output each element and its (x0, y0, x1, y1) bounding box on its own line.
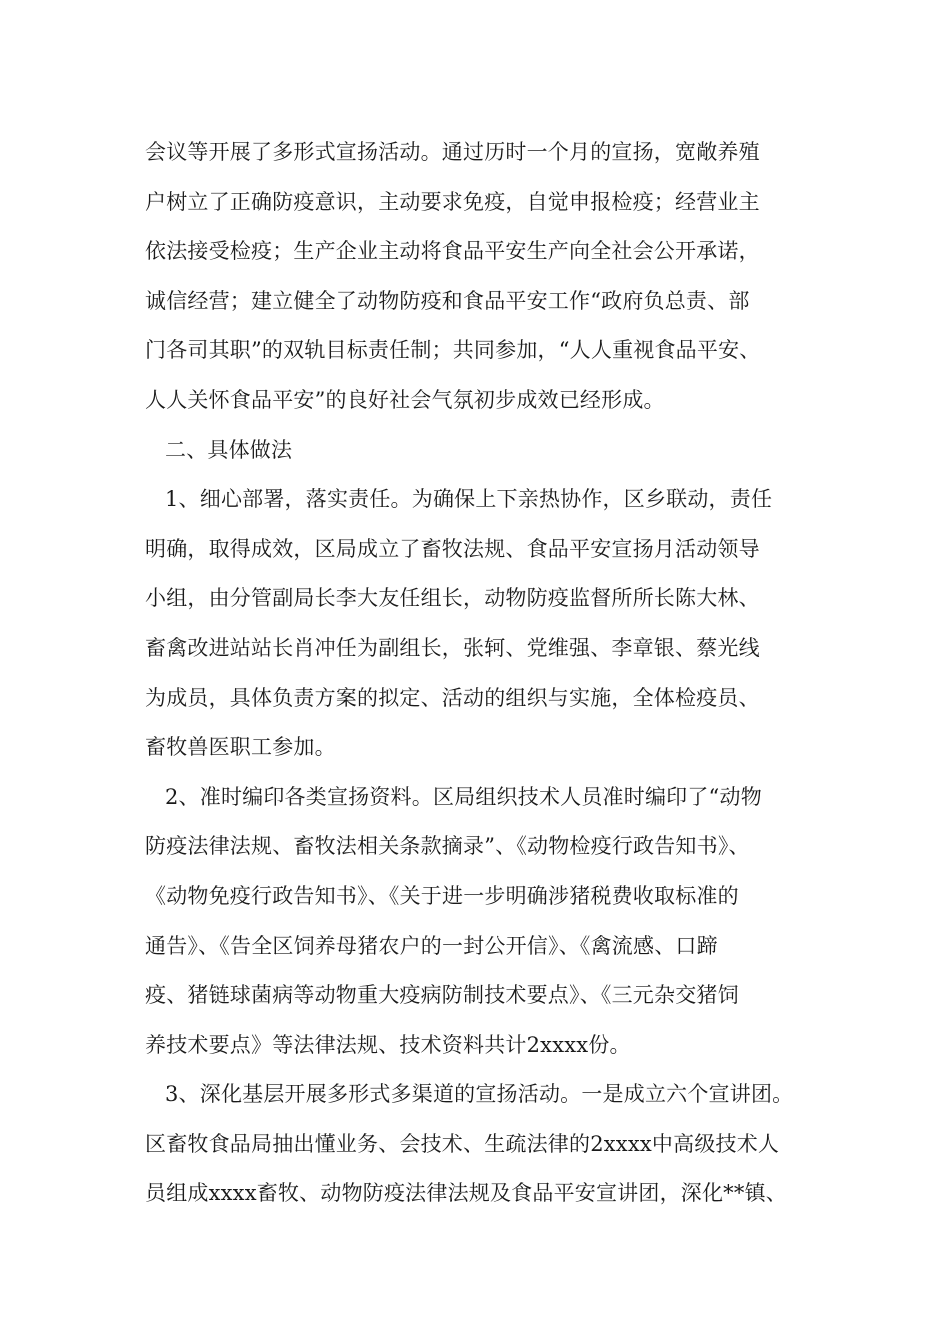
text-line: 明确，取得成效，区局成立了畜牧法规、食品平安宣扬月活动领导 (145, 536, 760, 561)
text-line: 疫、猪链球菌病等动物重大疫病防制技术要点》、《三元杂交猪饲 (145, 983, 739, 1008)
text-line: 二、具体做法 (165, 437, 293, 462)
text-line: 门各司其职”的双轨目标责任制；共同参加，“人人重视食品平安、 (145, 338, 761, 363)
text-line: 1、细心部署，落实责任。为确保上下亲热协作，区乡联动，责任 (165, 487, 773, 512)
text-line: 员组成xxxx畜牧、动物防疫法律法规及食品平安宣讲团，深化**镇、 (145, 1181, 787, 1206)
text-line: 2、准时编印各类宣扬资料。区局组织技术人员准时编印了“动物 (165, 784, 762, 809)
text-line: 畜牧兽医职工参加。 (145, 735, 336, 760)
text-line: 养技术要点》等法律法规、技术资料共计2xxxx份。 (145, 1032, 631, 1057)
text-line: 诚信经营；建立健全了动物防疫和食品平安工作“政府负总责、部 (145, 288, 750, 313)
text-line: 防疫法律法规、畜牧法相关条款摘录”、《动物检疫行政告知书》、 (145, 834, 750, 859)
document-body (145, 128, 825, 1219)
text-line: 3、深化基层开展多形式多渠道的宣扬活动。一是成立六个宣讲团。 (165, 1082, 794, 1107)
text-line: 小组，由分管副局长李大友任组长，动物防疫监督所所长陈大林、 (145, 586, 760, 611)
text-line: 人人关怀食品平安”的良好社会气氛初步成效已经形成。 (145, 387, 665, 412)
text-line: 为成员，具体负责方案的拟定、活动的组织与实施，全体检疫员、 (145, 685, 760, 710)
text-line: 畜禽改进站站长肖冲任为副组长，张轲、党维强、李章银、蔡光线 (145, 635, 760, 660)
text-line: 会议等开展了多形式宣扬活动。通过历时一个月的宣扬，宽敞养殖 (145, 140, 760, 164)
text-line: 户树立了正确防疫意识，主动要求免疫，自觉申报检疫；经营业主 (145, 189, 760, 214)
text-line: 区畜牧食品局抽出懂业务、会技术、生疏法律的2xxxx中高级技术人 (145, 1131, 780, 1156)
text-line: 《动物免疫行政告知书》、《关于进一步明确涉猪税费收取标准的 (145, 883, 739, 908)
text-line: 依法接受检疫；生产企业主动将食品平安生产向全社会公开承诺， (145, 239, 760, 264)
text-line: 通告》、《告全区饲养母猪农户的一封公开信》、《禽流感、口蹄 (145, 933, 718, 958)
